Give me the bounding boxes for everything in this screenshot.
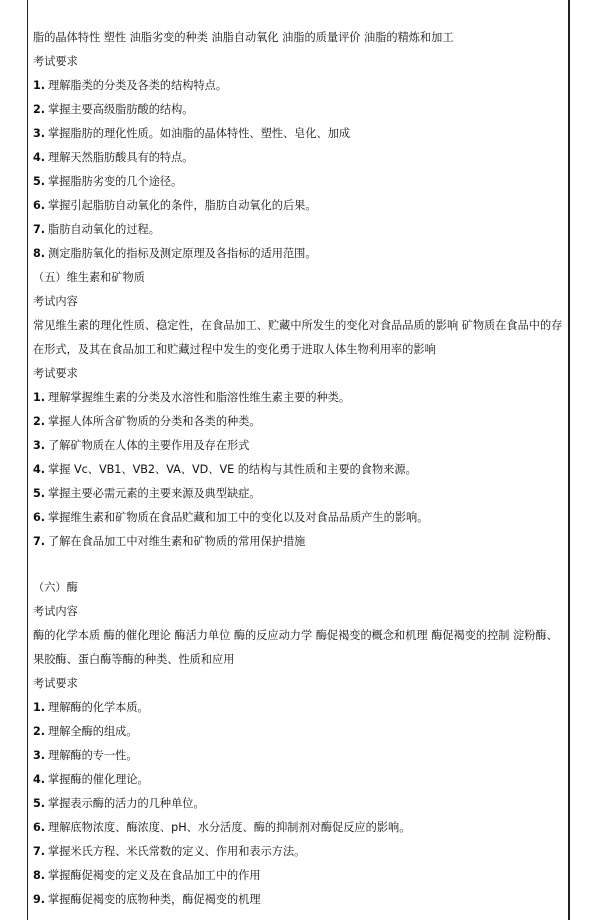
document-content [33, 26, 563, 912]
list-item [33, 864, 563, 888]
list-text: 了解矿物质在人体的主要作用及存在形式 [48, 439, 250, 452]
list-text: 掌握脂肪劣变的几个途径。 [48, 175, 183, 188]
list-text: 理解酶的化学本质。 [48, 701, 149, 714]
list-text: 掌握 Vc、VB1、VB2、VA、VD、VE 的结构与其性质和主要的食物来源。 [48, 463, 417, 476]
list-number: 6. [33, 821, 46, 834]
list-item [33, 530, 563, 554]
list-item [33, 410, 563, 434]
list-item [33, 458, 563, 482]
text-line: 考试要求 [33, 677, 78, 690]
list-text: 掌握酶促褐变的定义及在食品加工中的作用 [48, 869, 261, 882]
list-text: 理解底物浓度、酶浓度、pH、水分活度、酶的抑制剂对酶促反应的影响。 [48, 821, 411, 834]
blank-gap [33, 554, 563, 576]
list-text: 掌握酶促褐变的底物种类，酶促褐变的机理 [48, 893, 261, 906]
list-text: 掌握人体所含矿物质的分类和各类的种类。 [48, 415, 261, 428]
list-item [33, 74, 563, 98]
text-line: （六）酶 [33, 581, 78, 594]
list-number: 1. [33, 701, 46, 714]
list-number: 7. [33, 845, 46, 858]
list-text: 理解掌握维生素的分类及水溶性和脂溶性维生素主要的种类。 [48, 391, 351, 404]
list-item [33, 218, 563, 242]
list-item [33, 506, 563, 530]
list-number: 8. [33, 869, 46, 882]
list-text: 掌握脂肪的理化性质。如油脂的晶体特性、塑性、皂化、加成 [48, 127, 351, 140]
list-number: 4. [33, 151, 46, 164]
text-line: 考试内容 [33, 605, 78, 618]
text-line: 脂的晶体特性 塑性 油脂劣变的种类 油脂自动氧化 油脂的质量评价 油脂的精炼和加工 [33, 31, 454, 44]
list-item [33, 696, 563, 720]
list-item [33, 768, 563, 792]
list-item [33, 434, 563, 458]
list-number: 8. [33, 247, 46, 260]
text-line: 考试内容 [33, 295, 78, 308]
list-number: 3. [33, 749, 46, 762]
list-text: 理解全酶的组成。 [48, 725, 138, 738]
list-number: 7. [33, 223, 46, 236]
list-text: 理解脂类的分类及各类的结构特点。 [48, 79, 228, 92]
list-number: 2. [33, 103, 46, 116]
list-number: 3. [33, 439, 46, 452]
list-item [33, 744, 563, 768]
list-text: 脂肪自动氧化的过程。 [48, 223, 160, 236]
list-item [33, 194, 563, 218]
list-number: 9. [33, 893, 46, 906]
list-number: 6. [33, 511, 46, 524]
list-item [33, 840, 563, 864]
list-text: 掌握表示酶的活力的几种单位。 [48, 797, 205, 810]
section-lipids-vitamins [33, 26, 563, 554]
text-line: 酶的化学本质 酶的催化理论 酶活力单位 酶的反应动力学 酶促褐变的概念和机理 酶促褐变的控制 淀粉酶、果胶酶、蛋白酶等酶的种类、性质和应用 [33, 629, 558, 666]
list-text: 掌握引起脂肪自动氧化的条件，脂肪自动氧化的后果。 [48, 199, 317, 212]
list-item [33, 146, 563, 170]
list-number: 1. [33, 391, 46, 404]
list-item [33, 386, 563, 410]
list-text: 理解天然脂肪酸具有的特点。 [48, 151, 194, 164]
list-item [33, 98, 563, 122]
list-item [33, 170, 563, 194]
list-item [33, 122, 563, 146]
list-text: 掌握米氏方程、米氏常数的定义、作用和表示方法。 [48, 845, 306, 858]
list-text: 掌握酶的催化理论。 [48, 773, 149, 786]
section-enzymes [33, 576, 563, 912]
text-line: 常见维生素的理化性质、稳定性，在食品加工、贮藏中所发生的变化对食品品质的影响 矿物质在食品中的存在形式，及其在食品加工和贮藏过程中发生的变化勇于进取人体生物利用率的影响 [33, 319, 563, 356]
list-number: 5. [33, 175, 46, 188]
list-text: 理解酶的专一性。 [48, 749, 138, 762]
list-item [33, 888, 563, 912]
text-line: 考试要求 [33, 55, 78, 68]
list-item [33, 482, 563, 506]
list-item [33, 720, 563, 744]
list-number: 5. [33, 797, 46, 810]
list-text: 掌握维生素和矿物质在食品贮藏和加工中的变化以及对食品品质产生的影响。 [48, 511, 429, 524]
list-item [33, 816, 563, 840]
list-number: 6. [33, 199, 46, 212]
list-number: 5. [33, 487, 46, 500]
list-number: 4. [33, 463, 46, 476]
list-number: 1. [33, 79, 46, 92]
text-line: （五）维生素和矿物质 [33, 271, 145, 284]
list-item [33, 242, 563, 266]
list-text: 掌握主要必需元素的主要来源及典型缺症。 [48, 487, 261, 500]
list-text: 了解在食品加工中对维生素和矿物质的常用保护措施 [48, 535, 306, 548]
list-text: 掌握主要高级脂肪酸的结构。 [48, 103, 194, 116]
list-number: 7. [33, 535, 46, 548]
list-number: 3. [33, 127, 46, 140]
text-line: 考试要求 [33, 367, 78, 380]
list-number: 2. [33, 415, 46, 428]
list-text: 测定脂肪氧化的指标及测定原理及各指标的适用范围。 [48, 247, 317, 260]
list-number: 4. [33, 773, 46, 786]
list-item [33, 792, 563, 816]
list-number: 2. [33, 725, 46, 738]
